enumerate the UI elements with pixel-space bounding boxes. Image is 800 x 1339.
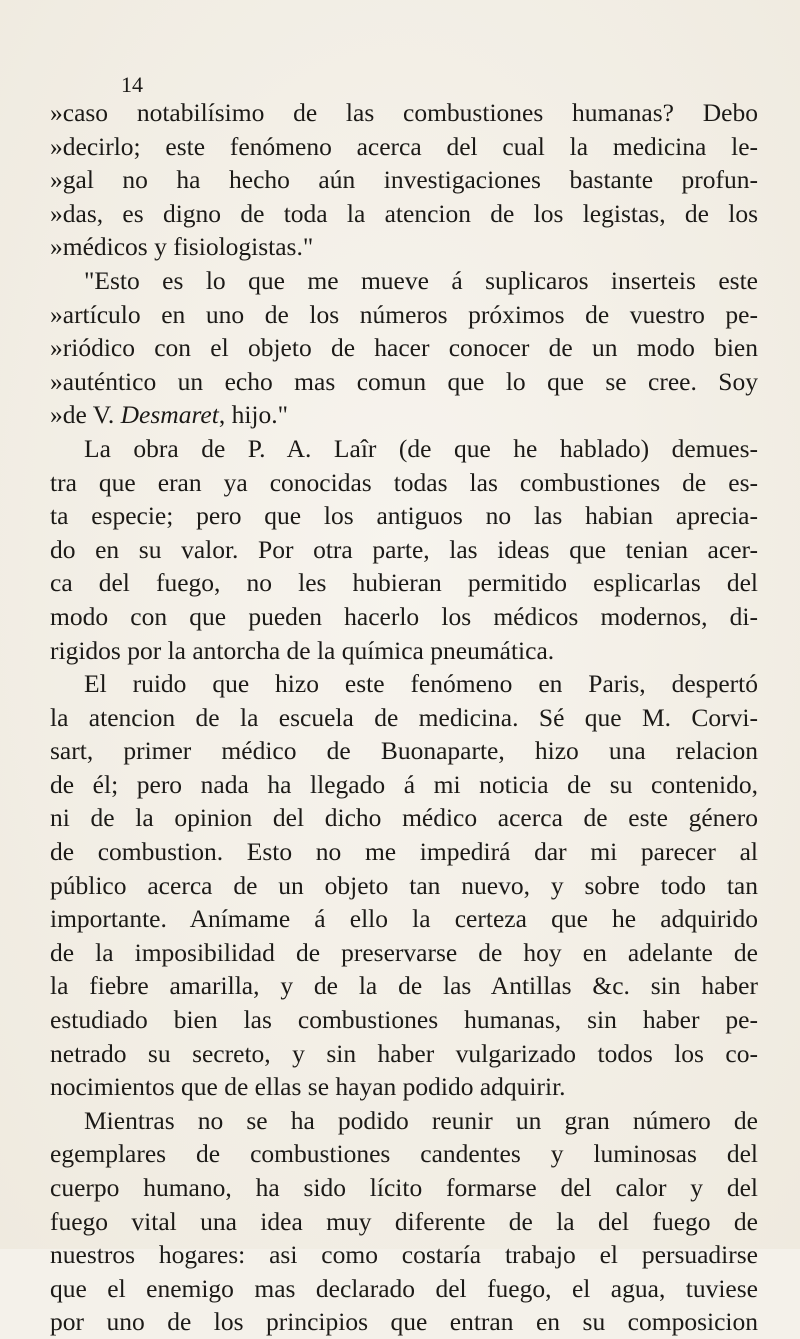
text-line: de combustion. Esto no me impedirá dar mi parecer al (50, 837, 758, 867)
signature-suffix: , hijo." (218, 400, 289, 430)
text-line: público acerca de un objeto tan nuevo, y sobre todo tan (50, 870, 758, 900)
text-line: nocimientos que de ellas se hayan podido adquirir. (50, 1072, 566, 1102)
text-line: importante. Anímame á ello la certeza que he adquirido (50, 904, 758, 934)
signature-line (50, 398, 758, 432)
text-line: »auténtico un echo mas comun que lo que se cree. Soy (50, 366, 758, 396)
text-line: »riódico con el objeto de hacer conocer de un modo bien (50, 333, 758, 363)
text-line: nuestros hogares: asi como costaría trabajo el persuadirse (50, 1240, 758, 1270)
text-line: modo con que pueden hacerlo los médicos modernos, di- (50, 601, 758, 631)
text-line: la fiebre amarilla, y de la de las Antillas &c. sin haber (50, 971, 758, 1001)
text-line: "Esto es lo que me mueve á suplicaros inserteis este (84, 265, 758, 295)
text-line: por uno de los principios que entran en su composicion (50, 1307, 758, 1337)
text-line: »decirlo; este fenómeno acerca del cual la medicina le- (50, 131, 758, 161)
text-line: do en su valor. Por otra parte, las ideas que tenian acer- (50, 534, 758, 564)
text-line: »caso notabilísimo de las combustiones humanas? Debo (50, 98, 758, 127)
body-text (50, 96, 758, 1339)
signature-prefix: »de V. (50, 400, 121, 430)
text-line: Mientras no se ha podido reunir un gran número de (84, 1105, 758, 1135)
text-line: »das, es digno de toda la atencion de los legistas, de los (50, 198, 758, 228)
text-line: ta especie; pero que los antiguos no las habian apreciа- (50, 501, 758, 531)
text-line: la atencion de la escuela de medicina. Sé que M. Corvi- (50, 702, 758, 732)
text-line: estudiado bien las combustiones humanas, sin haber pe- (50, 1005, 758, 1035)
text-line: cuerpo humano, ha sido lícito formarse del calor y del (50, 1173, 758, 1202)
text-line: tra que eran ya conocidas todas las combustiones de es- (50, 467, 758, 497)
text-line: »médicos y fisiologistas." (50, 232, 314, 262)
text-line: El ruido que hizo este fenómeno en Paris, despertó (84, 669, 758, 699)
text-line: »gal no ha hecho aún investigaciones bastante profun- (50, 165, 758, 195)
text-line: sart, primer médico de Buonaparte, hizo una relacion (50, 736, 758, 766)
text-line: de él; pero nada ha llegado á mi noticia de su contenido, (50, 769, 758, 799)
signature-name: Desmaret (120, 400, 219, 430)
text-line: La obra de P. A. Laîr (de que he hablado) demues- (84, 433, 758, 463)
text-line: ni de la opinion del dicho médico acerca de este género (50, 803, 758, 833)
text-line: »artículo en uno de los números próximos de vuestro pe- (50, 299, 758, 329)
text-line: fuego vital una idea muy diferente de la del fuego de (50, 1206, 758, 1236)
text-line: que el enemigo mas declarado del fuego, el agua, tuviese (50, 1273, 758, 1303)
text-line: netrado su secreto, y sin haber vulgarizado todos los co- (50, 1038, 758, 1068)
text-line: de la imposibilidad de preservarse de hoy en adelante de (50, 937, 758, 967)
text-line: ca del fuego, no les hubieran permitido esplicarlas del (50, 568, 758, 598)
text-line: rigidos por la antorcha de la química pneumática. (50, 635, 555, 665)
page-number: 14 (121, 72, 143, 97)
text-line: egemplares de combustiones candentes y luminosas del (50, 1139, 758, 1169)
